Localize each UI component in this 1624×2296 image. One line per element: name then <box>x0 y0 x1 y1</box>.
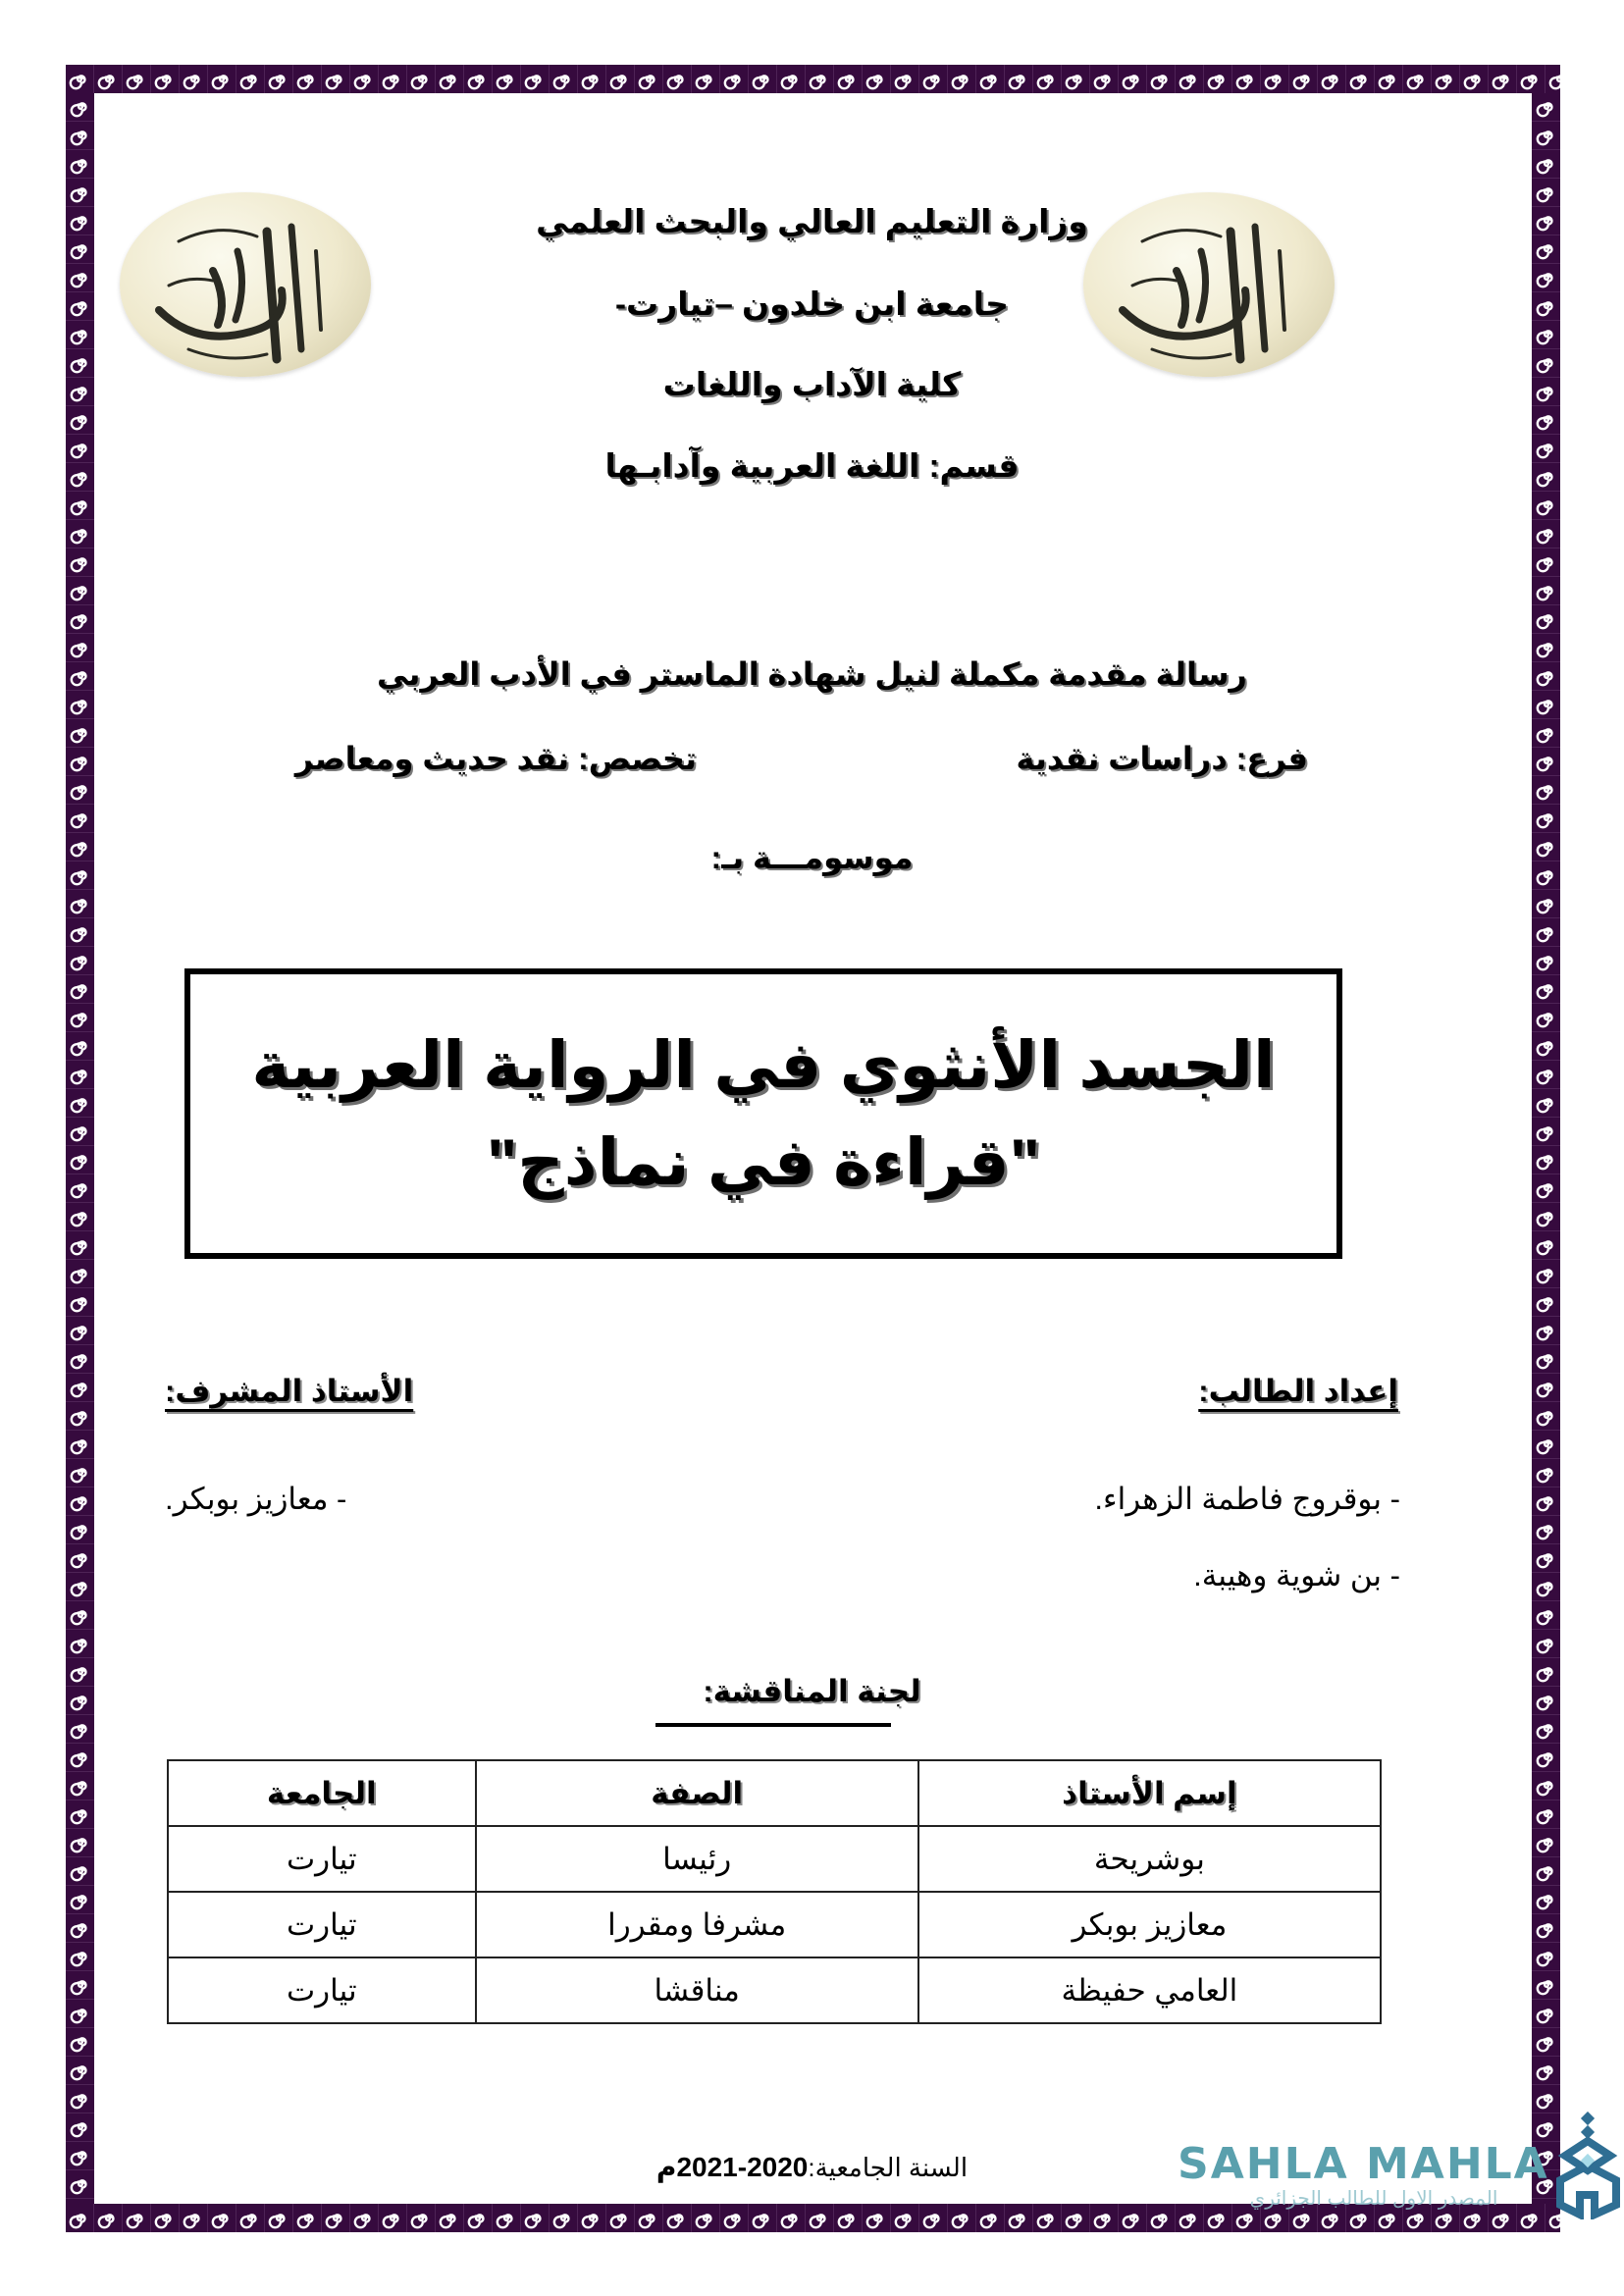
spiral-ornament-icon <box>521 2204 550 2232</box>
spiral-ornament-icon <box>66 492 94 520</box>
spiral-ornament-icon <box>293 2204 322 2232</box>
academic-year-label: السنة الجامعية: <box>808 2153 969 2182</box>
professor-name: العامي حفيظة <box>918 1957 1381 2023</box>
spiral-ornament-icon <box>1517 65 1545 93</box>
spiral-ornament-icon <box>180 65 208 93</box>
page-border-right <box>1532 93 1560 2204</box>
spiral-ornament-icon <box>436 65 464 93</box>
spiral-ornament-icon <box>521 65 550 93</box>
spiral-ornament-icon <box>66 1971 94 2000</box>
spiral-ornament-icon <box>1532 605 1560 634</box>
spiral-ornament-icon <box>66 1829 94 1857</box>
spiral-ornament-icon <box>379 2204 407 2232</box>
spiral-ornament-icon <box>66 1601 94 1630</box>
spiral-ornament-icon <box>806 65 834 93</box>
spiral-ornament-icon <box>1532 1857 1560 1886</box>
spiral-ornament-icon <box>493 65 521 93</box>
spiral-ornament-icon <box>1532 1744 1560 1772</box>
spiral-ornament-icon <box>1318 65 1346 93</box>
spiral-ornament-icon <box>1033 2204 1062 2232</box>
sahla-mahla-watermark <box>1178 2139 1580 2222</box>
spiral-ornament-icon <box>1062 2204 1090 2232</box>
spiral-ornament-icon <box>1532 1829 1560 1857</box>
spiral-ornament-icon <box>66 805 94 833</box>
spiral-ornament-icon <box>1532 2000 1560 2028</box>
spiral-ornament-icon <box>66 605 94 634</box>
spiral-ornament-icon <box>66 1516 94 1544</box>
spiral-ornament-icon <box>265 65 293 93</box>
spiral-ornament-icon <box>66 2113 94 2142</box>
spiral-ornament-icon <box>1147 2204 1176 2232</box>
spiral-ornament-icon <box>1532 1544 1560 1573</box>
spiral-ornament-icon <box>1147 65 1176 93</box>
spiral-ornament-icon <box>863 65 891 93</box>
spiral-ornament-icon <box>66 1573 94 1601</box>
spiral-ornament-icon <box>236 2204 265 2232</box>
spiral-ornament-icon <box>66 2199 94 2204</box>
page-border-left <box>66 93 94 2204</box>
professor-name: بوشريحة <box>918 1826 1381 1892</box>
spiral-ornament-icon <box>1062 65 1090 93</box>
university-name: جامعة ابن خلدون –تيارت- <box>615 286 1009 322</box>
ministry-name: وزارة التعليم العالي والبحث العلمي <box>536 203 1088 239</box>
spiral-ornament-icon <box>1532 1402 1560 1431</box>
spiral-ornament-icon <box>66 1800 94 1829</box>
spiral-ornament-icon <box>1532 492 1560 520</box>
spiral-ornament-icon <box>834 2204 863 2232</box>
spiral-ornament-icon <box>66 520 94 548</box>
professor-role: رئيسا <box>476 1826 918 1892</box>
spiral-ornament-icon <box>1532 1459 1560 1487</box>
professor-university: تيارت <box>168 1826 476 1892</box>
spiral-ornament-icon <box>692 65 720 93</box>
spiral-ornament-icon <box>66 122 94 150</box>
spiral-ornament-icon <box>66 577 94 605</box>
spiral-ornament-icon <box>66 1231 94 1260</box>
spiral-ornament-icon <box>1489 65 1517 93</box>
spiral-ornament-icon <box>407 2204 436 2232</box>
spiral-ornament-icon <box>1532 1288 1560 1317</box>
spiral-ornament-icon <box>1532 805 1560 833</box>
spiral-ornament-icon <box>407 65 436 93</box>
spiral-ornament-icon <box>1532 2085 1560 2113</box>
spiral-ornament-icon <box>1532 577 1560 605</box>
branch-label: فرع: دراسات نقدية <box>1016 741 1308 776</box>
spiral-ornament-icon <box>550 2204 578 2232</box>
spiral-ornament-icon <box>578 65 606 93</box>
spiral-ornament-icon <box>1532 1317 1560 1345</box>
spiral-ornament-icon <box>891 65 919 93</box>
committee-table <box>167 1759 1382 2024</box>
table-row <box>168 1892 1381 1957</box>
spiral-ornament-icon <box>66 1260 94 1288</box>
spiral-ornament-icon <box>66 947 94 975</box>
spiral-ornament-icon <box>1532 1971 1560 2000</box>
professor-university: تيارت <box>168 1892 476 1957</box>
spiral-ornament-icon <box>1432 65 1460 93</box>
spiral-ornament-icon <box>1532 1886 1560 1914</box>
spiral-ornament-icon <box>66 975 94 1004</box>
spiral-ornament-icon <box>66 890 94 918</box>
spiral-ornament-icon <box>1545 65 1560 93</box>
spiral-ornament-icon <box>663 2204 692 2232</box>
spiral-ornament-icon <box>66 1630 94 1658</box>
student-name-1: - بوقروج فاطمة الزهراء. <box>1094 1482 1400 1516</box>
spiral-ornament-icon <box>1119 2204 1147 2232</box>
spiral-ornament-icon <box>66 2085 94 2113</box>
spiral-ornament-icon <box>436 2204 464 2232</box>
spiral-ornament-icon <box>66 1544 94 1573</box>
spiral-ornament-icon <box>1532 776 1560 805</box>
spiral-ornament-icon <box>265 2204 293 2232</box>
department-name: قسم: اللغة العربية وآدابـها <box>604 447 1020 484</box>
spiral-ornament-icon <box>66 1146 94 1174</box>
spiral-ornament-icon <box>891 2204 919 2232</box>
spiral-ornament-icon <box>66 719 94 748</box>
spiral-ornament-icon <box>66 1374 94 1402</box>
spiral-ornament-icon <box>1532 1146 1560 1174</box>
column-header-professor: إسم الأستاذ <box>918 1760 1381 1826</box>
spiral-ornament-icon <box>66 748 94 776</box>
spiral-ornament-icon <box>123 2204 151 2232</box>
column-header-role: الصفة <box>476 1760 918 1826</box>
spiral-ornament-icon <box>66 1914 94 1943</box>
thesis-title-box <box>184 968 1342 1259</box>
spiral-ornament-icon <box>1532 520 1560 548</box>
spiral-ornament-icon <box>1375 65 1403 93</box>
spiral-ornament-icon <box>151 2204 180 2232</box>
spiral-ornament-icon <box>1532 975 1560 1004</box>
spiral-ornament-icon <box>180 2204 208 2232</box>
spiral-ornament-icon <box>66 2028 94 2057</box>
page-border-top <box>66 65 1560 93</box>
spiral-ornament-icon <box>66 93 94 122</box>
spiral-ornament-icon <box>948 2204 976 2232</box>
spiral-ornament-icon <box>1532 691 1560 719</box>
spiral-ornament-icon <box>777 2204 806 2232</box>
spiral-ornament-icon <box>66 691 94 719</box>
spiral-ornament-icon <box>1204 65 1232 93</box>
spiral-ornament-icon <box>720 65 749 93</box>
table-row <box>168 1826 1381 1892</box>
committee-table-header <box>168 1760 1381 1826</box>
table-row <box>168 1957 1381 2023</box>
spiral-ornament-icon <box>1532 1601 1560 1630</box>
students-label: إعداد الطالب: <box>1198 1374 1398 1408</box>
spiral-ornament-icon <box>493 2204 521 2232</box>
spiral-ornament-icon <box>1532 1004 1560 1032</box>
spiral-ornament-icon <box>976 2204 1005 2232</box>
spiral-ornament-icon <box>66 65 94 93</box>
spiral-ornament-icon <box>1532 548 1560 577</box>
spiral-ornament-icon <box>151 65 180 93</box>
thesis-title-line-1: الجسد الأنثوي في الرواية العربية <box>251 1028 1276 1101</box>
spiral-ornament-icon <box>863 2204 891 2232</box>
spiral-ornament-icon <box>66 1203 94 1231</box>
spiral-ornament-icon <box>919 65 948 93</box>
supervisor-name: - معازيز بوبكر. <box>165 1482 347 1516</box>
spiral-ornament-icon <box>1532 1487 1560 1516</box>
watermark-tagline: المصدر الاول للطالب الجزائري <box>1249 2188 1498 2210</box>
spiral-ornament-icon <box>1532 2057 1560 2085</box>
spiral-ornament-icon <box>1532 1231 1560 1260</box>
spiral-ornament-icon <box>66 406 94 435</box>
spiral-ornament-icon <box>1532 1203 1560 1231</box>
spiral-ornament-icon <box>66 2204 94 2232</box>
spiral-ornament-icon <box>1532 1516 1560 1544</box>
spiral-ornament-icon <box>692 2204 720 2232</box>
spiral-ornament-icon <box>1532 1772 1560 1800</box>
spiral-ornament-icon <box>66 1089 94 1118</box>
faculty-name: كلية الآداب واللغات <box>662 366 962 402</box>
spiral-ornament-icon <box>1532 2028 1560 2057</box>
spiral-ornament-icon <box>1532 1260 1560 1288</box>
spiral-ornament-icon <box>1532 1345 1560 1374</box>
committee-heading-underline <box>655 1723 891 1727</box>
spiral-ornament-icon <box>66 1459 94 1487</box>
spiral-ornament-icon <box>66 1004 94 1032</box>
spiral-ornament-icon <box>66 2000 94 2028</box>
spiral-ornament-icon <box>66 1715 94 1744</box>
spiral-ornament-icon <box>1090 2204 1119 2232</box>
spiral-ornament-icon <box>66 1744 94 1772</box>
spiral-ornament-icon <box>663 65 692 93</box>
spiral-ornament-icon <box>720 2204 749 2232</box>
spiral-ornament-icon <box>66 1032 94 1061</box>
spiral-ornament-icon <box>1033 65 1062 93</box>
spiral-ornament-icon <box>578 2204 606 2232</box>
spiral-ornament-icon <box>1532 122 1560 150</box>
spiral-ornament-icon <box>66 1943 94 1971</box>
spiral-ornament-icon <box>1532 1630 1560 1658</box>
spiral-ornament-icon <box>1532 1089 1560 1118</box>
spiral-ornament-icon <box>379 65 407 93</box>
spiral-ornament-icon <box>350 65 379 93</box>
thesis-statement: رسالة مقدمة مكملة لنيل شهادة الماستر في الأدب العربي <box>377 656 1247 692</box>
spiral-ornament-icon <box>208 2204 236 2232</box>
spiral-ornament-icon <box>322 65 350 93</box>
spiral-ornament-icon <box>777 65 806 93</box>
spiral-ornament-icon <box>1176 65 1204 93</box>
spiral-ornament-icon <box>1532 1431 1560 1459</box>
spiral-ornament-icon <box>293 65 322 93</box>
spiral-ornament-icon <box>464 65 493 93</box>
spiral-ornament-icon <box>66 1886 94 1914</box>
spiral-ornament-icon <box>66 321 94 349</box>
spiral-ornament-icon <box>66 1431 94 1459</box>
spiral-ornament-icon <box>66 1857 94 1886</box>
spiral-ornament-icon <box>606 65 635 93</box>
spiral-ornament-icon <box>123 65 151 93</box>
spiral-ornament-icon <box>66 1345 94 1374</box>
spiral-ornament-icon <box>1005 65 1033 93</box>
spiral-ornament-icon <box>749 2204 777 2232</box>
spiral-ornament-icon <box>322 2204 350 2232</box>
spiral-ornament-icon <box>66 776 94 805</box>
spiral-ornament-icon <box>1532 1573 1560 1601</box>
sahla-mahla-logo-icon <box>1555 2112 1624 2219</box>
spiral-ornament-icon <box>66 548 94 577</box>
spiral-ornament-icon <box>66 918 94 947</box>
spiral-ornament-icon <box>1532 719 1560 748</box>
spiral-ornament-icon <box>1532 947 1560 975</box>
spiral-ornament-icon <box>1532 1174 1560 1203</box>
spiral-ornament-icon <box>635 65 663 93</box>
spiral-ornament-icon <box>66 1118 94 1146</box>
spiral-ornament-icon <box>550 65 578 93</box>
spiral-ornament-icon <box>1532 1914 1560 1943</box>
spiral-ornament-icon <box>94 65 123 93</box>
professor-name: معازيز بوبكر <box>918 1892 1381 1957</box>
spiral-ornament-icon <box>66 1487 94 1516</box>
student-name-2: - بن شوية وهيبة. <box>1193 1558 1400 1592</box>
spiral-ornament-icon <box>464 2204 493 2232</box>
spiral-ornament-icon <box>1090 65 1119 93</box>
titled-by-label: موسومـــة بـ: <box>710 840 914 875</box>
spiral-ornament-icon <box>635 2204 663 2232</box>
spiral-ornament-icon <box>66 1061 94 1089</box>
committee-heading: لجنة المناقشة: <box>703 1674 921 1708</box>
professor-university: تيارت <box>168 1957 476 2023</box>
spiral-ornament-icon <box>1532 150 1560 179</box>
spiral-ornament-icon <box>1532 1943 1560 1971</box>
spiral-ornament-icon <box>1232 65 1261 93</box>
spiral-ornament-icon <box>1532 890 1560 918</box>
spiral-ornament-icon <box>919 2204 948 2232</box>
professor-role: مشرفا ومقررا <box>476 1892 918 1957</box>
spiral-ornament-icon <box>350 2204 379 2232</box>
spiral-ornament-icon <box>1532 93 1560 122</box>
thesis-title-line-2: "قراءة في نماذج" <box>486 1125 1041 1198</box>
spiral-ornament-icon <box>1403 65 1432 93</box>
spiral-ornament-icon <box>236 65 265 93</box>
spiral-ornament-icon <box>66 1772 94 1800</box>
spiral-ornament-icon <box>806 2204 834 2232</box>
spiral-ornament-icon <box>606 2204 635 2232</box>
spiral-ornament-icon <box>1532 1118 1560 1146</box>
spiral-ornament-icon <box>1532 406 1560 435</box>
spiral-ornament-icon <box>1289 65 1318 93</box>
spiral-ornament-icon <box>66 1288 94 1317</box>
spiral-ornament-icon <box>976 65 1005 93</box>
spiral-ornament-icon <box>1005 2204 1033 2232</box>
professor-role: مناقشا <box>476 1957 918 2023</box>
spiral-ornament-icon <box>834 65 863 93</box>
spiral-ornament-icon <box>1532 1032 1560 1061</box>
watermark-brand: SAHLA MAHLA <box>1178 2139 1549 2189</box>
spiral-ornament-icon <box>66 1174 94 1203</box>
spiral-ornament-icon <box>66 150 94 179</box>
spiral-ornament-icon <box>749 65 777 93</box>
spiral-ornament-icon <box>94 2204 123 2232</box>
spiral-ornament-icon <box>1532 321 1560 349</box>
spiral-ornament-icon <box>948 65 976 93</box>
spiral-ornament-icon <box>1532 1374 1560 1402</box>
spiral-ornament-icon <box>1119 65 1147 93</box>
spiral-ornament-icon <box>1261 65 1289 93</box>
spiral-ornament-icon <box>66 2057 94 2085</box>
spiral-ornament-icon <box>1460 65 1489 93</box>
spiral-ornament-icon <box>1532 1800 1560 1829</box>
academic-year-value: 2020-2021م <box>655 2152 809 2182</box>
spiral-ornament-icon <box>66 1317 94 1345</box>
spiral-ornament-icon <box>66 1402 94 1431</box>
spiral-ornament-icon <box>1532 748 1560 776</box>
spiral-ornament-icon <box>1532 1061 1560 1089</box>
spiral-ornament-icon <box>1346 65 1375 93</box>
spiral-ornament-icon <box>208 65 236 93</box>
column-header-university: الجامعة <box>168 1760 476 1826</box>
spiral-ornament-icon <box>1532 918 1560 947</box>
spiral-ornament-icon <box>1532 1715 1560 1744</box>
specialty-label: تخصص: نقد حديث ومعاصر <box>294 741 697 776</box>
supervisor-label: الأستاذ المشرف: <box>165 1374 414 1408</box>
